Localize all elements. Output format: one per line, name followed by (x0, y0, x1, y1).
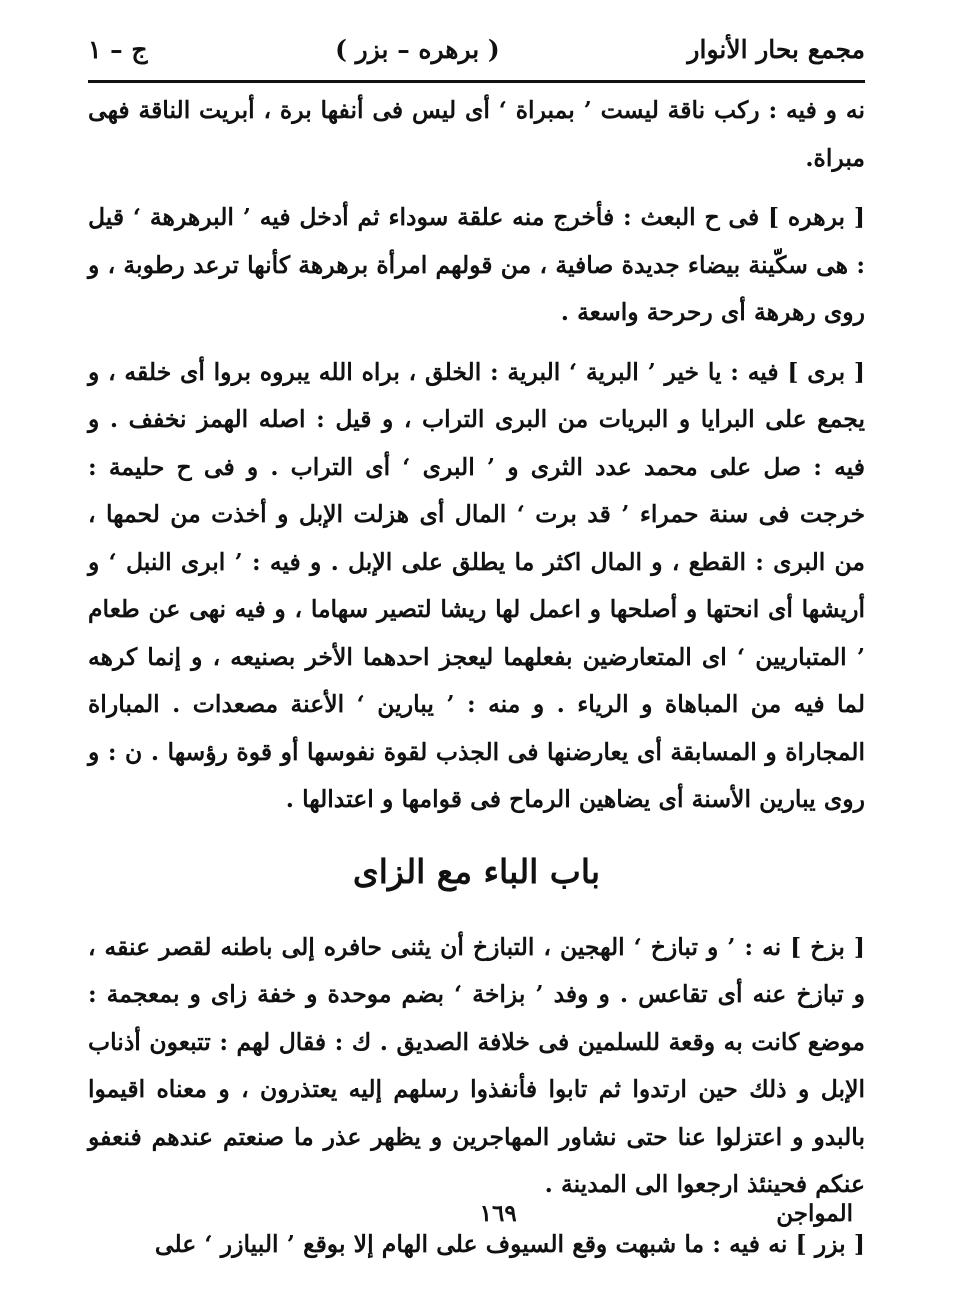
running-header (88, 28, 865, 70)
page-footer (100, 1200, 853, 1227)
entry-paragraph: [ بزر ] نه فيه : ما شبهت وقع السيوف على الهام إلا بوقع ’ البيازر ‘ على (154, 1229, 865, 1258)
entry-paragraph: [ برى ] فيه : يا خير ’ البرية ‘ البرية : الخلق ، براه الله يبروه بروا أى خلقه ، و يجمع على البرايا و البريات من البرى التراب ، و قيل : اصله الهمز نخفف . و فيه : صل على محمد عدد الثرى و ’ البرى ‘ أى التراب . و فى ح حليمة : خرجت فى سنة حمراء ’ قد برت ‘ المال أى هزلت الإبل و أخذت من لحمها ، من البرى : القطع ، و المال اكثر ما يطلق على الإبل . و فيه : ’ ابرى النبل ‘ و أريشها أى انحتها و أصلحها و اعمل لها ريشا لتصير سهاما ، و فيه نهى عن طعام ’ المتباريين ‘ اى المتعارضين بفعلهما ليعجز احدهما الأخر بصنيعه ، و إنما كرهه لما فيه من المباهاة و الرياء . و منه : ’ يبارين ‘ الأعنة مصعدات . المباراة المجاراة و المسابقة أى يعارضنها فى الجذب لقوة نفوسها أو قوة رؤسها . ن : و روى يبارين الأسنة أى يضاهين الرماح فى قوامها و اعتدالها . (88, 357, 865, 813)
book-title: مجمع بحار الأنوار (687, 34, 865, 64)
volume-number: ج – ١ (88, 34, 148, 64)
headword-range: ( برهره – بزر ) (335, 34, 500, 64)
header-rule (88, 80, 865, 83)
entry-paragraph: [ برهره ] فى ح البعث : فأخرج منه علقة سوداء ثم أدخل فيه ’ البرهرهة ‘ قيل : هى سكّينة بيضاء جديدة صافية ، من قولهم امرأة برهرهة كأنها ترعد رطوبة ، و روى رهرهة أى رحرحة واسعة . (88, 203, 865, 326)
catchword: المواجن (776, 1200, 853, 1227)
entry-paragraph: [ بزخ ] نه : ’ و تبازخ ‘ الهجين ، التبازخ أن يثنى حافره إلى باطنه لقصر عنقه ، و تبازخ عنه أى تقاعس . و وفد ’ بزاخة ‘ بضم موحدة و خفة زاى و بمعجمة : موضع كانت به وقعة للسلمين فى خلافة الصديق . ك : فقال لهم : تتبعون أذناب الإبل و ذلك حين ارتدوا ثم تابوا فأنفذوا رسلهم إليه يعتذرون ، و معناه اقيموا بالبدو و اعتزلوا عنا حتى نشاور المهاجرين و يظهر عذر ما صنعتم عندهم فنعفو عنكم فحينئذ ارجعوا الى المدينة . (88, 932, 865, 1198)
entry-paragraph: نه و فيه : ركب ناقة ليست ’ بمبراة ‘ أى ليس فى أنفها برة ، أبريت الناقة فهى مبراة. (88, 96, 865, 172)
section-heading: باب الباء مع الزاى (352, 851, 601, 891)
entries-before-section (88, 87, 865, 824)
page-number: ١٦٩ (479, 1200, 517, 1227)
